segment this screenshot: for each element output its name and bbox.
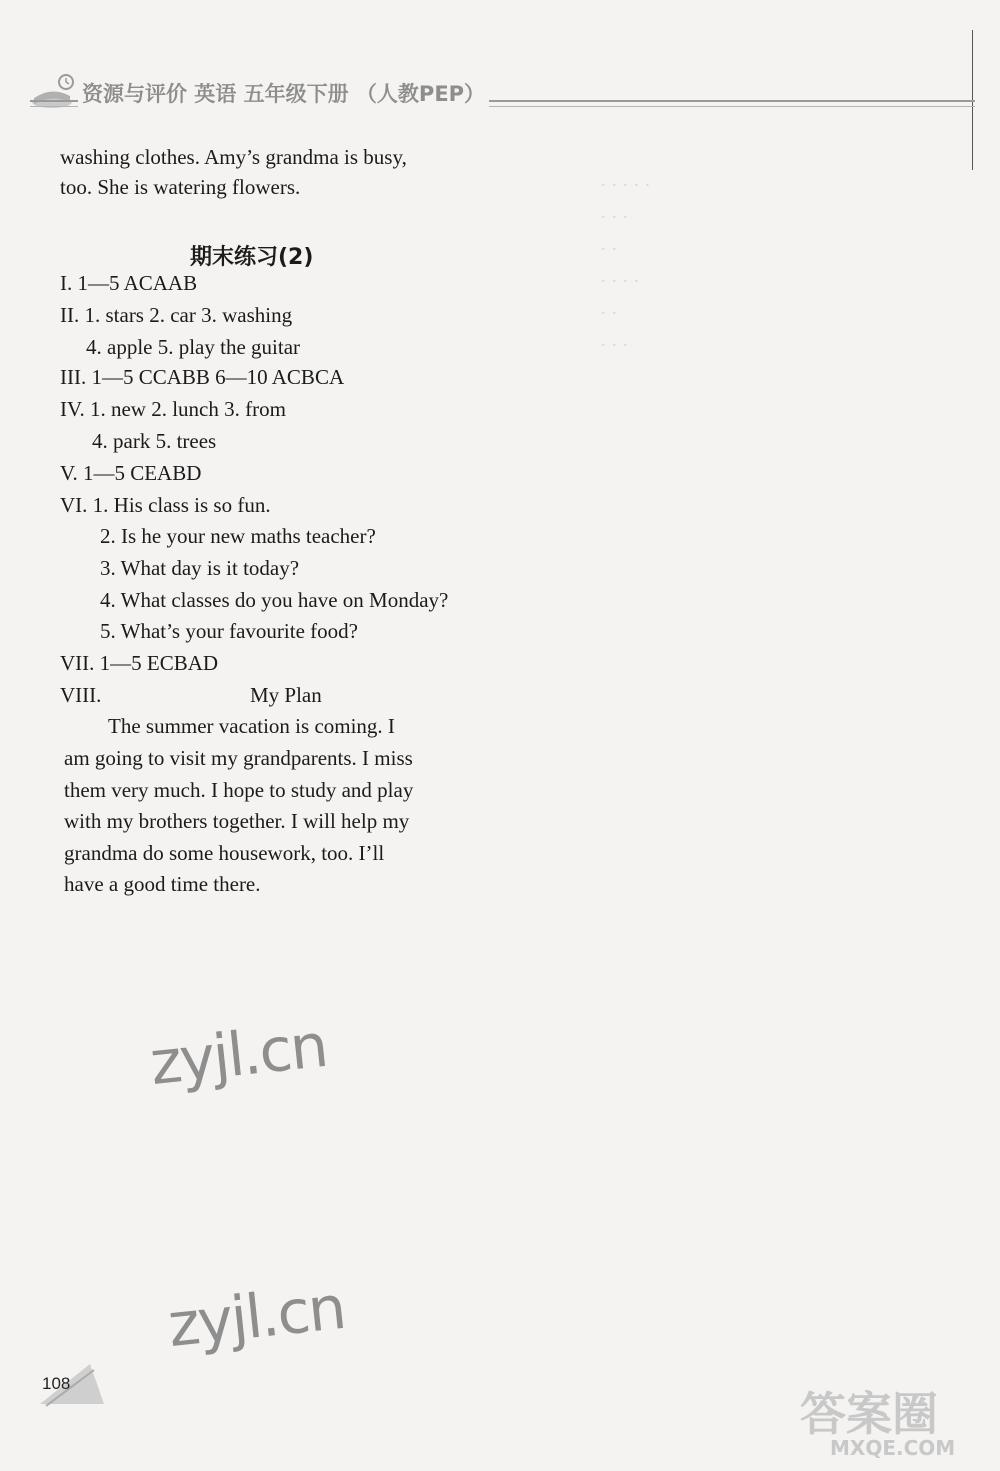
- site-logo-main: 答案圈: [800, 1387, 938, 1441]
- answer-line: III. 1—5 CCABB 6—10 ACBCA: [60, 365, 345, 389]
- essay-line: have a good time there.: [64, 872, 261, 896]
- essay-line: them very much. I hope to study and play: [64, 778, 414, 802]
- answer-line: V. 1—5 CEABD: [60, 461, 202, 485]
- answer-line: 4. park 5. trees: [92, 429, 217, 453]
- answer-line: IV. 1. new 2. lunch 3. from: [60, 397, 286, 421]
- answer-line: VII. 1—5 ECBAD: [60, 651, 219, 675]
- answer-line: VI. 1. His class is so fun.: [60, 493, 271, 517]
- essay-line: with my brothers together. I will help my: [64, 809, 410, 833]
- site-logo: [790, 1378, 990, 1463]
- bleed-through-text: · · · · · · · · · · · · · · · · · · ·: [600, 175, 651, 356]
- page-header: [20, 70, 975, 120]
- site-logo-url: MXQE.COM: [830, 1436, 956, 1460]
- answer-line: 4. What classes do you have on Monday?: [100, 588, 449, 612]
- section-title: 期末练习(2): [190, 245, 314, 270]
- essay-line: am going to visit my grandparents. I miss: [64, 746, 413, 770]
- answer-line: 4. apple 5. play the guitar: [86, 335, 301, 359]
- page-number-badge: [38, 1360, 108, 1410]
- watermark-text: zyjl.cn: [164, 1272, 348, 1362]
- intro-line: too. She is watering flowers.: [60, 175, 301, 199]
- answer-line: I. 1—5 ACAAB: [60, 271, 198, 295]
- essay-line: The summer vacation is coming. I: [108, 714, 395, 738]
- answer-line: II. 1. stars 2. car 3. washing: [60, 303, 293, 327]
- page-number: 108: [42, 1374, 71, 1393]
- answer-line: 5. What’s your favourite food?: [100, 619, 358, 643]
- essay-title: My Plan: [250, 683, 322, 707]
- essay-line: grandma do some housework, too. I’ll: [64, 841, 385, 865]
- answer-line: 3. What day is it today?: [100, 556, 300, 580]
- essay-label: VIII.: [60, 683, 102, 707]
- answer-line: 2. Is he your new maths teacher?: [100, 524, 376, 548]
- watermark-text: zyjl.cn: [146, 1010, 330, 1100]
- header-title: 资源与评价 英语 五年级下册 （人教PEP）: [78, 78, 489, 108]
- intro-line: washing clothes. Amy’s grandma is busy,: [60, 145, 407, 169]
